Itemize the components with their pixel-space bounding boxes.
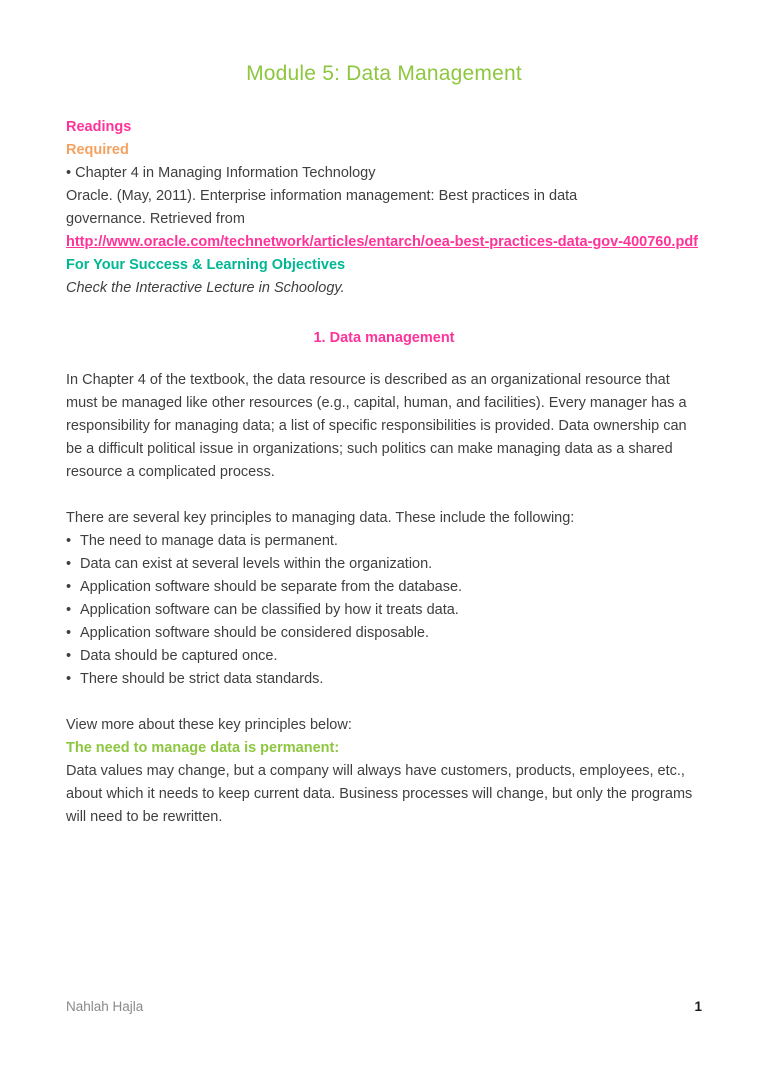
oracle-reference-link[interactable]: http://www.oracle.com/technetwork/articles/entarch/oea-best-practices-data-gov-400760.pdf [66, 234, 699, 250]
principle-subheading: The need to manage data is permanent: [66, 740, 340, 756]
reading-item-2: Oracle. (May, 2011). Enterprise information management: Best practices in data [66, 188, 578, 204]
list-item: • The need to manage data is permanent. [66, 530, 702, 553]
spacer [66, 484, 702, 507]
section-1-heading: 1. Data management [313, 330, 455, 346]
readings-section [66, 116, 702, 300]
footer-page-number: 1 [694, 999, 702, 1014]
list-item: • Data should be captured once. [66, 645, 702, 668]
section-1-paragraph-2: There are several key principles to managing data. These include the following: [66, 510, 575, 526]
reading-item-3: governance. Retrieved from [66, 211, 245, 227]
success-objectives-heading: For Your Success & Learning Objectives [66, 257, 346, 273]
list-item: • Data can exist at several levels within the organization. [66, 553, 702, 576]
list-item: • Application software should be separate from the database. [66, 576, 702, 599]
spacer [66, 346, 702, 369]
list-item: • Application software should be considered disposable. [66, 622, 702, 645]
readings-heading: Readings [66, 119, 132, 135]
section-1-paragraph-3: Data values may change, but a company will always have customers, products, employees, etc., about which it needs to keep current data. Business processes will change, but only the programs will need to be rewritten. [66, 763, 693, 825]
list-item: • Application software can be classified by how it treats data. [66, 599, 702, 622]
spacer [66, 300, 702, 330]
footer-author: Nahlah Hajla [66, 999, 144, 1014]
list-item: • There should be strict data standards. [66, 668, 702, 691]
success-objectives-text: Check the Interactive Lecture in Schoology. [66, 280, 345, 296]
key-principles-list [66, 530, 702, 691]
document-page [0, 62, 768, 1086]
page-footer [66, 999, 702, 1014]
reading-item-1: • Chapter 4 in Managing Information Technology [66, 165, 376, 181]
page-title: Module 5: Data Management [246, 62, 522, 85]
section-1-paragraph-1: In Chapter 4 of the textbook, the data resource is described as an organizational resource that must be managed like other resources (e.g., capital, human, and facilities). Every manager has a responsibility for managing data; a list of specific responsibilities is provided. Data ownership can be a difficult political issue in organizations; such politics can make managing data as a shared resource a complicated process. [66, 372, 687, 480]
view-more-text: View more about these key principles below: [66, 717, 352, 733]
readings-required-label: Required [66, 142, 129, 158]
spacer [66, 86, 702, 116]
spacer [66, 691, 702, 714]
